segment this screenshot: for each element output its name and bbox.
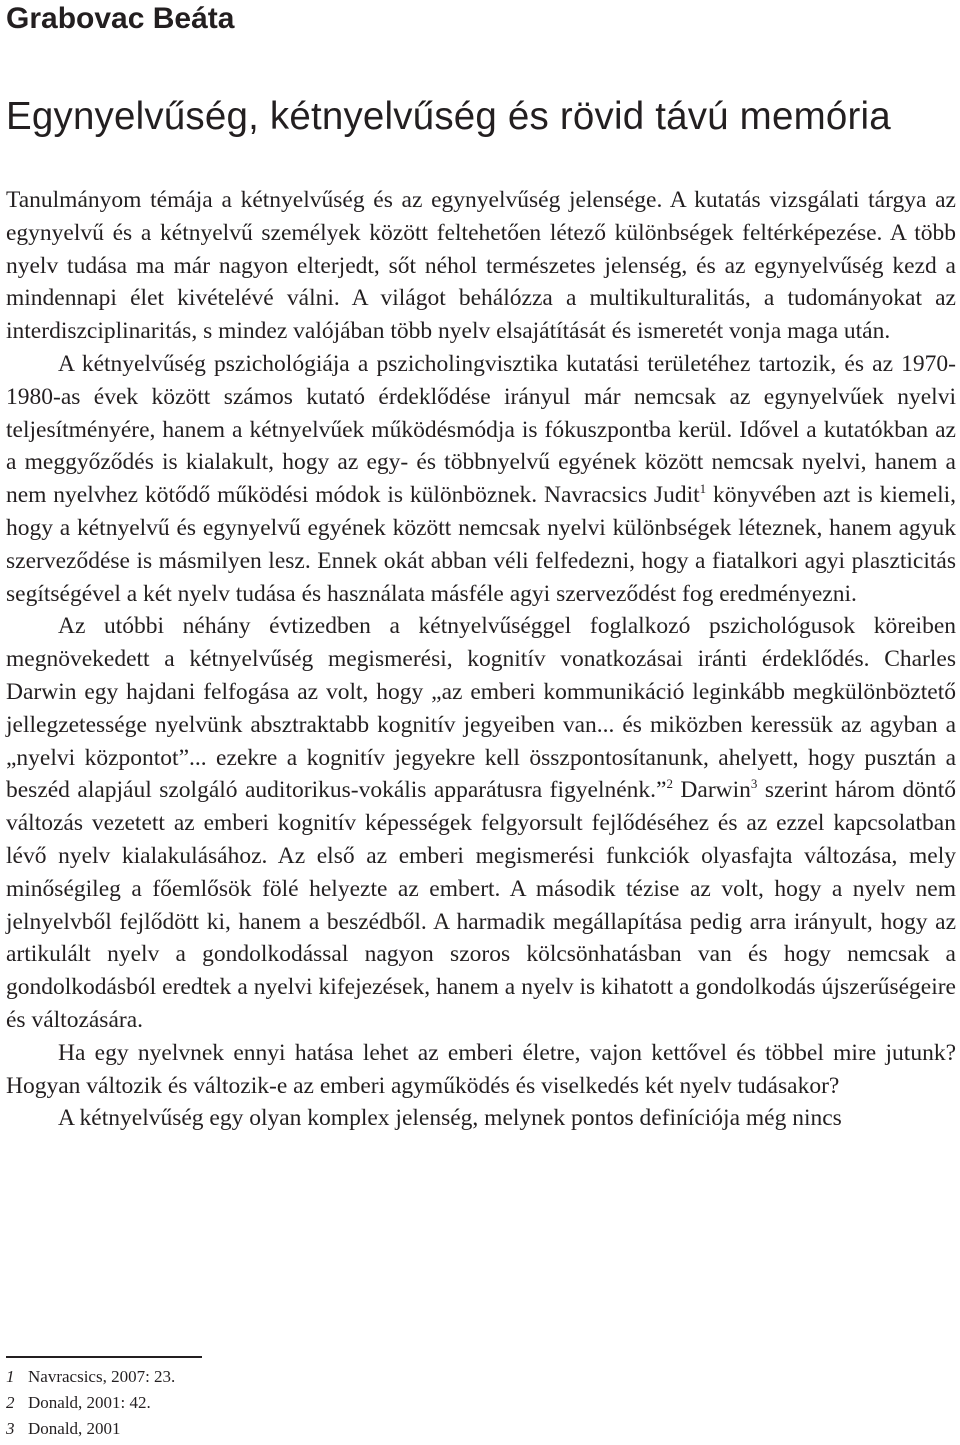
footnote-reference[interactable]: 1 (699, 481, 707, 497)
footnote-number: 1 (6, 1367, 15, 1386)
footnotes (6, 1364, 175, 1442)
footnote-text: Donald, 2001 (28, 1419, 121, 1438)
footnote (6, 1390, 175, 1416)
paragraph-text: Tanulmányom témája a kétnyelvűség és az egynyelvűség jelensége. A kutatás vizsgálati tárgya az egynyelvű és a kétnyelvű személyek között feltehetően létező különbségek feltérképezése. A több nyelv tudása ma már nagyon elterjedt, sőt néhol természetes jelenség, és az egynyelvűség kezd a mindennapi élet kivételévé válni. A világot behálózza a multikulturalitás, a tudományokat az interdiszciplinaritás, s mindez valójában több nyelv elsajátítását és ismeretét vonja maga után. (6, 187, 956, 345)
footnote-number: 3 (6, 1419, 15, 1438)
paragraph-text: szerint három döntő változás vezetett az emberi kognitív képességek felgyorsult fejlődéséhez és az ezzel kapcsolatban lévő nyelv kialakulásához. Az első az emberi megismerési funkciók olyasfajta változása, mely minőségileg a főemlősök fölé helyezte az embert. A második tézise az volt, hogy a nyelv nem jelnyelvből fejlődött ki, hanem a beszédből. A harmadik megállapítása pedig arra irányult, hogy az artikulált nyelv a gondolkodással nagyon szoros kölcsönhatásban van és hogy nemcsak a gondolkodásból eredtek a nyelvi kifejezések, hanem a nyelv is kihatott a gondolkodás újszerűségeire és változására. (6, 777, 956, 1033)
paragraph-text: A kétnyelvűség pszichológiája a pszicholingvisztika kutatási területéhez tartozik, és az 1970-1980-as évek között számos kutató érdeklődése irányul már nemcsak az egynyelvűek nyelvi teljesítményére, hanem a kétnyelvűek működésmódja is fókuszpontba kerül. Idővel a kutatókban az a meggyőződés is kialakult, hogy az egy- és többnyelvű egyének között nemcsak nyelvi, hanem a nem nyelvhez kötődő működési módok is különböznek. Navracsics Judit (6, 350, 956, 509)
body-text (6, 184, 956, 1135)
footnote-reference[interactable]: 2 (666, 776, 673, 792)
footnote-text: Donald, 2001: 42. (28, 1393, 151, 1412)
footnote (6, 1364, 175, 1390)
paragraph-text: Darwin (672, 777, 751, 804)
paragraph (6, 610, 956, 1036)
paragraph (6, 1102, 956, 1135)
paper-title: Egynyelvűség, kétnyelvűség és rövid távú memória (6, 95, 891, 138)
author-name: Grabovac Beáta (6, 2, 235, 35)
paragraph (6, 1037, 956, 1103)
footnote-number: 2 (6, 1393, 15, 1412)
paragraph-text: Az utóbbi néhány évtizedben a kétnyelvűséggel foglalkozó pszichológusok köreiben megnövekedett a kétnyelvűség megismerési, kognitív vonatkozásai iránti érdeklődés. Charles Darwin egy hajdani felfogása az volt, hogy „az emberi kommunikáció leginkább megkülönböztető jellegzetessége nyelvünk absztraktabb kognitív jegyeiben van... és miközben keressük az agyban a „nyelvi központot”... ezekre a kognitív jegyekre kell összpontosítanunk, ahelyett, hogy pusztán a beszéd alapjául szolgáló auditorikus-vokális apparátusra figyelnénk.” (6, 613, 956, 804)
footnote-separator (6, 1356, 202, 1358)
footnote-text: Navracsics, 2007: 23. (28, 1367, 176, 1386)
paragraph-text: A kétnyelvűség egy olyan komplex jelenség, melynek pontos definíciója még nincs (58, 1105, 842, 1132)
paragraph-text: könyvében azt is kiemeli, hogy a kétnyelvű és egynyelvű egyének között nemcsak nyelvi különbségek léteznek, hanem agyuk szerveződése is másmilyen lesz. Ennek okát abban véli felfedezni, hogy a fiatalkori agyi plaszticitás segítségével a két nyelv tudása és használata másféle agyi szerveződést fog eredményezni. (6, 482, 957, 607)
footnote (6, 1416, 175, 1442)
footnote-reference[interactable]: 3 (750, 776, 758, 792)
paragraph-text: Ha egy nyelvnek ennyi hatása lehet az emberi életre, vajon kettővel és többel mire jutunk? Hogyan változik és változik-e az emberi agyműködés és viselkedés két nyelv tudásakor? (6, 1039, 956, 1099)
paragraph (6, 184, 956, 348)
paragraph (6, 348, 956, 610)
